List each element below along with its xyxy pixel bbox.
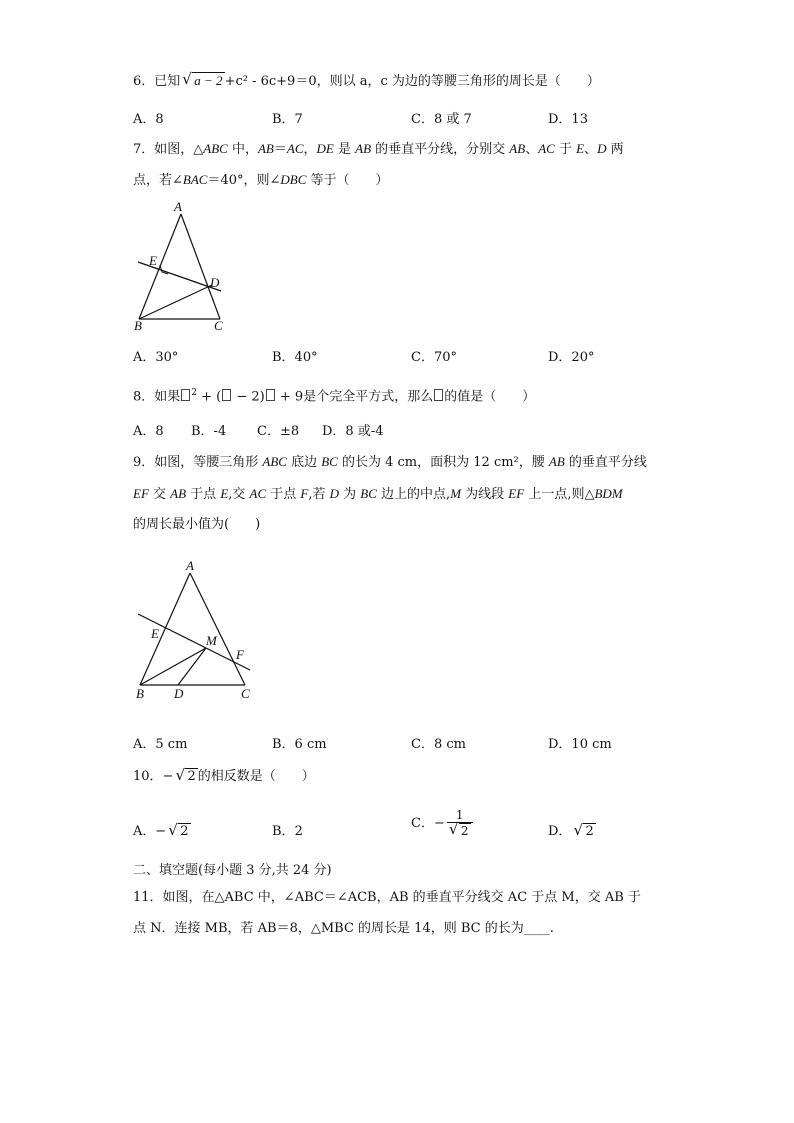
q7-text: 点，若∠	[133, 173, 183, 188]
q7-text: 的垂直平分线，分别交	[371, 142, 510, 157]
placeholder-box-icon	[434, 389, 443, 401]
q10-suffix: 的相反数是（ ）	[197, 769, 315, 784]
option-radicand: 2	[180, 824, 189, 839]
q9-math: D	[329, 486, 340, 501]
q9-math: F	[300, 486, 309, 501]
q9-label-a: A	[186, 558, 194, 573]
q9-label-e: E	[151, 626, 159, 641]
q8-expr: + (	[197, 389, 222, 405]
q9-stem-line2	[133, 485, 623, 504]
option-radical	[573, 823, 595, 839]
q9-math: ABC	[262, 454, 287, 469]
q6-option-c[interactable]: C．8 或 7	[411, 112, 472, 127]
q9-options	[133, 733, 693, 753]
q7-math: E	[576, 141, 585, 156]
q8-suffix: 是个完全平方式，那么	[303, 389, 434, 405]
q10-options	[133, 808, 693, 856]
q9-stem-line3: 的周长最小值为( )	[133, 517, 261, 532]
q9-text: 上一点,则△	[524, 487, 595, 502]
q10-option-b[interactable]	[272, 820, 303, 839]
q8-option-b[interactable]: B．-4	[191, 424, 227, 439]
q9-math: BDM	[594, 486, 623, 501]
q9-label-c: C	[241, 686, 250, 701]
q6-radical	[182, 72, 224, 91]
option-letter: D．	[548, 824, 572, 839]
option-radicand: 2	[585, 824, 594, 839]
q9-option-a[interactable]: A．5 cm	[133, 737, 188, 752]
q7-math: BAC	[182, 172, 208, 187]
q7-math: AC	[286, 141, 304, 156]
q7-stem-line2	[133, 171, 389, 190]
option-minus: −	[433, 816, 445, 831]
q10-option-d[interactable]	[548, 820, 596, 839]
q8-exponent: 2	[191, 388, 198, 398]
q7-math: AB	[257, 141, 274, 156]
q7-text: 于	[554, 142, 577, 157]
q7-text: ＝	[273, 142, 287, 157]
fraction-denominator	[447, 822, 473, 839]
radical-sign-icon: √	[448, 820, 459, 838]
q8-option-d[interactable]: D．8 或-4	[322, 424, 384, 439]
q7-text: 、	[584, 142, 598, 157]
q9-option-b[interactable]: B．6 cm	[272, 737, 327, 752]
q9-math: M	[450, 486, 462, 501]
q10-prefix: 10．	[133, 769, 163, 784]
radical-sign-icon: √	[182, 70, 192, 88]
q7-label-c: C	[214, 318, 223, 333]
q10-option-c[interactable]	[411, 808, 475, 839]
q7-math: ABC	[203, 141, 228, 156]
q9-text: 底边	[286, 455, 322, 470]
option-letter: A．	[133, 824, 156, 839]
q7-text: 、	[525, 142, 539, 157]
q7-text: 7．如图，△	[133, 142, 204, 157]
q9-math: EF	[508, 486, 525, 501]
q9-stem-line1	[133, 453, 647, 472]
q9-text: 9．如图，等腰三角形	[133, 455, 263, 470]
q8-option-a[interactable]: A．8	[133, 424, 164, 439]
q11-stem-line2: 点 N．连接 MB，若 AB＝8，△MBC 的周长是 14，则 BC 的长为____.	[133, 921, 554, 936]
q9-text: 于点	[266, 487, 301, 502]
q9-triangle-figure	[128, 556, 258, 706]
placeholder-box-icon	[266, 389, 275, 401]
option-fraction	[447, 808, 473, 839]
q9-label-f: F	[236, 647, 244, 662]
q7-option-b[interactable]: B．40°	[272, 350, 318, 365]
q6-option-a[interactable]: A．8	[133, 112, 164, 127]
q6-option-d[interactable]: D．13	[548, 112, 588, 127]
option-radical	[448, 820, 471, 839]
q7-text: 两	[606, 142, 624, 157]
q10-radicand: 2	[187, 769, 196, 784]
option-letter: C．	[411, 816, 434, 831]
q7-option-d[interactable]: D．20°	[548, 350, 595, 365]
q9-side-ab	[140, 573, 190, 685]
q9-label-m: M	[206, 633, 217, 648]
q9-segment-bm	[140, 648, 206, 685]
option-radicand: 2	[460, 824, 469, 838]
q9-math: AB	[548, 454, 565, 469]
q7-text: ，	[303, 142, 317, 157]
q6-radicand: a − 2	[194, 73, 223, 88]
q7-options	[133, 346, 693, 366]
q9-option-c[interactable]: C．8 cm	[411, 737, 466, 752]
q7-option-a[interactable]: A．30°	[133, 350, 179, 365]
placeholder-box-icon	[222, 389, 231, 401]
q11-stem-line1: 11．如图，在△ABC 中，∠ABC＝∠ACB，AB 的垂直平分线交 AC 于点 M，交 AB 于	[133, 890, 641, 905]
q9-text: ,若	[308, 487, 330, 502]
fraction-numerator: 1	[455, 808, 464, 822]
q9-math: EF	[133, 486, 149, 501]
q6-stem	[133, 72, 600, 91]
q10-stem	[133, 768, 315, 786]
q6-options	[133, 108, 693, 128]
q9-text: 的垂直平分线	[564, 455, 647, 470]
q9-text: 交	[148, 487, 171, 502]
q7-math: DE	[316, 141, 334, 156]
q9-option-d[interactable]: D．10 cm	[548, 737, 612, 752]
q6-prefix: 6．已知	[133, 74, 181, 89]
option-letter: B．	[272, 824, 295, 839]
q7-label-d: D	[210, 275, 220, 290]
q9-math: E	[220, 486, 229, 501]
q7-label-b: B	[134, 318, 142, 333]
q8-expr: − 2)	[232, 389, 265, 405]
q6-suffix: +c² - 6c+9＝0，则以 a，c 为边的等腰三角形的周长是（ ）	[224, 74, 600, 89]
q7-text: 是	[333, 142, 356, 157]
q9-math: AC	[249, 486, 267, 501]
q7-math: D	[597, 141, 607, 156]
q7-text: ＝40°，则∠	[207, 173, 281, 188]
q8-suffix: 的值是（ ）	[444, 389, 536, 405]
q9-segment-dm	[178, 648, 206, 685]
q9-text: 边上的中点,	[376, 487, 451, 502]
q7-math: DBC	[280, 172, 307, 187]
q8-expr: + 9	[275, 389, 304, 405]
q7-label-a: A	[174, 199, 182, 214]
q9-text: ,交	[228, 487, 250, 502]
q7-stem-line1	[133, 140, 624, 159]
q10-minus: −	[162, 769, 174, 784]
q10-radical	[175, 768, 197, 786]
radical-sign-icon: √	[168, 821, 178, 839]
q8-stem	[133, 384, 535, 406]
radical-sign-icon: √	[573, 821, 583, 839]
option-radical	[168, 823, 190, 839]
q7-math: AC	[538, 141, 555, 156]
q8-options	[133, 420, 693, 440]
q7-option-c[interactable]: C．70°	[411, 350, 457, 365]
section-2-title: 二、填空题(每小题 3 分,共 24 分)	[133, 863, 332, 878]
q9-side-ac	[190, 573, 245, 685]
q9-label-d: D	[174, 686, 184, 701]
q7-side-ac	[181, 214, 220, 319]
q7-text: 等于（ ）	[306, 173, 389, 188]
option-value: 2	[294, 824, 303, 839]
q9-label-b: B	[136, 686, 144, 701]
q9-text: 为	[339, 487, 361, 502]
q9-math: AB	[170, 486, 187, 501]
radical-sign-icon: √	[175, 766, 186, 784]
q7-math: AB	[509, 141, 526, 156]
q8-option-c[interactable]: C．±8	[257, 424, 300, 439]
placeholder-box-icon	[181, 389, 190, 401]
q9-text: 为线段	[461, 487, 509, 502]
q7-math: AB	[355, 141, 372, 156]
q8-prefix: 8．如果	[133, 389, 181, 405]
q9-perpendicular-bisector-ef	[138, 614, 250, 670]
q9-text: 于点	[186, 487, 221, 502]
q7-triangle-figure	[128, 198, 238, 338]
q9-text: 的长为 4 cm，面积为 12 cm²，腰	[337, 455, 549, 470]
q9-math: BC	[321, 454, 338, 469]
q9-math: BC	[360, 486, 377, 501]
q7-label-e: E	[149, 253, 157, 268]
q6-option-b[interactable]: B．7	[272, 112, 303, 127]
option-minus: −	[155, 824, 167, 839]
q7-text: 中，	[227, 142, 258, 157]
q10-option-a[interactable]	[133, 820, 191, 839]
